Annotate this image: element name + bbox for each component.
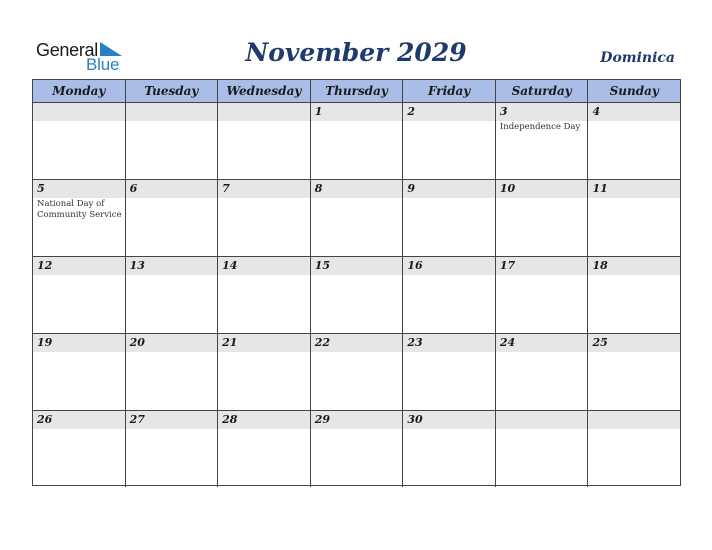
weekday-header: Sunday [587, 80, 680, 102]
day-number: 11 [592, 182, 608, 195]
week-row [33, 257, 680, 334]
day-number: 25 [592, 336, 608, 349]
day-cell[interactable] [495, 411, 588, 487]
logo-general-text: General [36, 40, 98, 60]
calendar-title: November 2029 [245, 38, 467, 67]
day-number: 18 [592, 259, 608, 272]
holiday-label: National Day of Community Service [37, 199, 122, 220]
day-number: 10 [499, 182, 516, 195]
generalblue-logo [36, 40, 136, 74]
day-cell[interactable] [402, 257, 495, 333]
day-number-strip [311, 103, 403, 121]
day-number: 2 [407, 105, 415, 118]
day-cell[interactable] [587, 103, 680, 179]
holiday-label: Independence Day [499, 122, 581, 132]
logo-blue-text: Blue [86, 55, 120, 74]
day-number-strip [311, 180, 403, 198]
day-number: 8 [314, 182, 323, 195]
day-cell[interactable] [125, 180, 218, 256]
day-number: 26 [37, 413, 53, 426]
day-number: 21 [222, 336, 238, 349]
logo-flag-icon [100, 42, 122, 56]
day-cell[interactable] [402, 180, 495, 256]
day-number-strip [496, 411, 588, 429]
day-cell[interactable] [495, 103, 588, 179]
day-number: 6 [129, 182, 138, 195]
calendar-grid [32, 79, 681, 486]
day-number: 28 [222, 413, 238, 426]
day-number: 16 [407, 259, 423, 272]
weeks-container [33, 103, 680, 487]
day-cell[interactable] [33, 180, 125, 256]
day-number: 22 [314, 336, 331, 349]
day-number: 15 [314, 259, 331, 272]
day-cell[interactable] [310, 411, 403, 487]
day-number-strip [218, 180, 310, 198]
day-cell[interactable] [587, 180, 680, 256]
day-cell[interactable] [217, 334, 310, 410]
day-number: 24 [499, 336, 516, 349]
day-cell[interactable] [310, 180, 403, 256]
day-cell[interactable] [125, 334, 218, 410]
day-number: 1 [314, 105, 323, 118]
country-label: Dominica [600, 50, 675, 66]
day-number-strip [126, 103, 218, 121]
day-cell[interactable] [217, 103, 310, 179]
day-cell[interactable] [33, 334, 125, 410]
day-cell[interactable] [125, 103, 218, 179]
day-cell[interactable] [402, 103, 495, 179]
weekday-header: Wednesday [217, 80, 310, 102]
day-number-strip [588, 411, 680, 429]
day-number: 9 [407, 182, 415, 195]
day-number: 20 [129, 336, 145, 349]
week-row [33, 180, 680, 257]
day-cell[interactable] [587, 411, 680, 487]
day-number-strip [496, 103, 588, 121]
day-number: 23 [407, 336, 423, 349]
day-cell[interactable] [125, 411, 218, 487]
day-number: 17 [499, 259, 516, 272]
day-number-strip [33, 180, 125, 198]
day-cell[interactable] [310, 103, 403, 179]
day-cell[interactable] [33, 103, 125, 179]
day-cell[interactable] [495, 334, 588, 410]
weekday-header: Tuesday [125, 80, 218, 102]
day-number: 14 [222, 259, 238, 272]
day-cell[interactable] [217, 180, 310, 256]
day-cell[interactable] [495, 257, 588, 333]
day-number: 3 [499, 105, 508, 118]
weekday-header-row [33, 80, 680, 103]
day-number-strip [126, 180, 218, 198]
day-number: 5 [37, 182, 45, 195]
day-cell[interactable] [310, 257, 403, 333]
day-number-strip [403, 180, 495, 198]
day-cell[interactable] [125, 257, 218, 333]
weekday-header: Thursday [310, 80, 403, 102]
day-number: 29 [314, 413, 331, 426]
day-cell[interactable] [217, 257, 310, 333]
weekday-header: Friday [402, 80, 495, 102]
day-number-strip [218, 103, 310, 121]
day-cell[interactable] [587, 257, 680, 333]
day-cell[interactable] [495, 180, 588, 256]
day-cell[interactable] [402, 411, 495, 487]
weekday-header: Saturday [495, 80, 588, 102]
day-number: 7 [222, 182, 230, 195]
day-number: 13 [129, 259, 145, 272]
day-number: 30 [407, 413, 423, 426]
week-row [33, 411, 680, 487]
day-number-strip [588, 103, 680, 121]
day-cell[interactable] [217, 411, 310, 487]
day-number-strip [33, 103, 125, 121]
day-cell[interactable] [402, 334, 495, 410]
day-cell[interactable] [33, 411, 125, 487]
day-number: 27 [129, 413, 145, 426]
week-row [33, 103, 680, 180]
day-number: 19 [37, 336, 53, 349]
day-cell[interactable] [587, 334, 680, 410]
day-number: 4 [592, 105, 601, 118]
week-row [33, 334, 680, 411]
day-cell[interactable] [310, 334, 403, 410]
day-number: 12 [37, 259, 53, 272]
day-number-strip [403, 103, 495, 121]
day-cell[interactable] [33, 257, 125, 333]
weekday-header: Monday [52, 84, 106, 98]
